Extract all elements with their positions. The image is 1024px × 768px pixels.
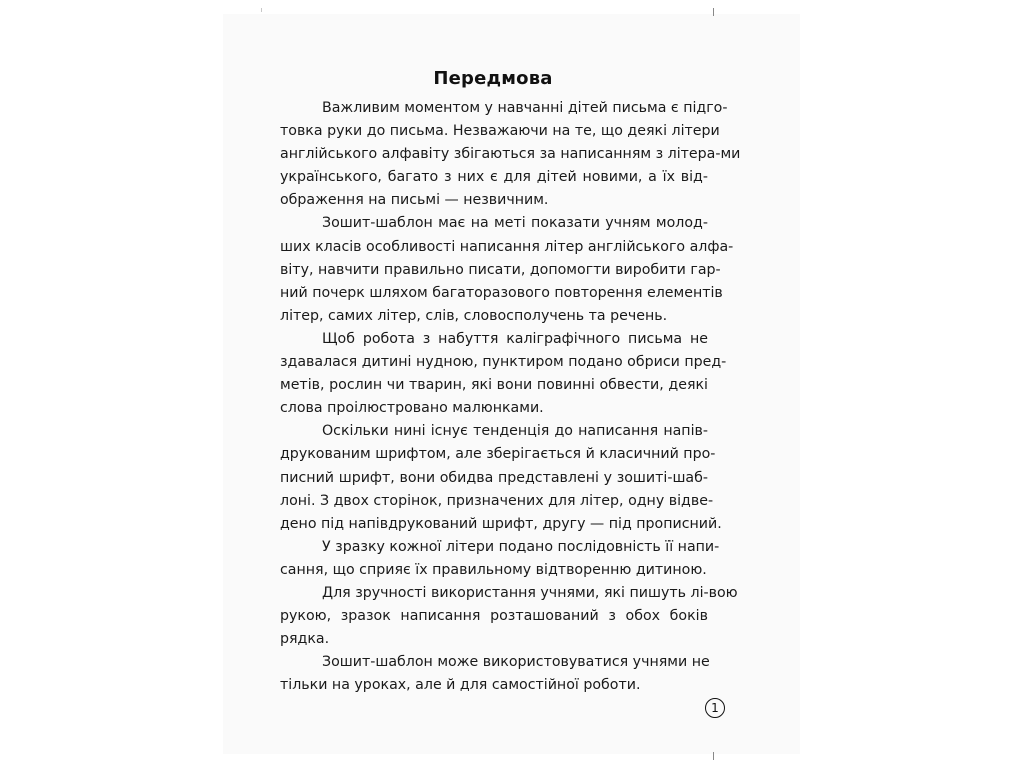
- text-line: лоні. З двох сторінок, призначених для літер, одну відве-: [280, 492, 714, 509]
- text-line: рядка.: [280, 631, 330, 648]
- text-line: У зразку кожної літери подано послідовність її напи-: [322, 538, 720, 555]
- text-line: Важливим моментом у навчанні дітей письма є підго-: [322, 100, 728, 116]
- text-line: Оскільки нині існує тенденція до написання напів-: [322, 423, 708, 440]
- text-line: Зошит-шаблон має на меті показати учням молод-: [322, 215, 708, 232]
- crop-mark: [713, 752, 714, 760]
- text-line: ших класів особливості написання літер англійського алфа-: [280, 238, 734, 255]
- crop-mark: [261, 8, 262, 12]
- text-line: слова проілюстровано малюнками.: [280, 400, 544, 417]
- text-line: друкованим шрифтом, але зберігається й класичний про-: [280, 446, 716, 463]
- text-line: англійського алфавіту збігаються за написанням з літера-ми: [280, 146, 741, 163]
- text-line: Щоб робота з набуття каліграфічного письма не: [322, 330, 708, 347]
- text-line: дено під напівдрукований шрифт, другу — під прописний.: [280, 515, 722, 532]
- text-line: рукою, зразок написання розташований з обох боків: [280, 608, 708, 625]
- text-line: здавалася дитині нудною, пунктиром подано обриси пред-: [280, 354, 727, 371]
- text-line: метів, рослин чи тварин, які вони повинні обвести, деякі: [280, 377, 708, 394]
- text-line: товка руки до письма. Незважаючи на те, що деякі літери: [280, 123, 720, 140]
- document-page: [223, 14, 800, 754]
- page-title: Передмова: [433, 68, 553, 89]
- crop-mark: [713, 8, 714, 16]
- page-number: 1: [705, 698, 725, 718]
- text-line: літер, самих літер, слів, словосполучень та речень.: [280, 307, 668, 324]
- body-text: [280, 97, 741, 697]
- text-line: сання, що сприяє їх правильному відтворенню дитиною.: [280, 561, 707, 578]
- text-line: тільки на уроках, але й для самостійної роботи.: [280, 677, 641, 694]
- text-line: Зошит-шаблон може використовуватися учнями не: [322, 654, 710, 671]
- text-line: ний почерк шляхом багаторазового повторення елементів: [280, 284, 723, 301]
- text-line: ображення на письмі — незвичним.: [280, 192, 549, 209]
- text-line: Для зручності використання учнями, які пишуть лі-вою: [322, 584, 738, 601]
- text-line: писний шрифт, вони обидва представлені у зошиті-шаб-: [280, 469, 708, 486]
- text-line: українського, багато з них є для дітей новими, а їх від-: [280, 169, 708, 186]
- text-line: віту, навчити правильно писати, допомогти виробити гар-: [280, 261, 721, 278]
